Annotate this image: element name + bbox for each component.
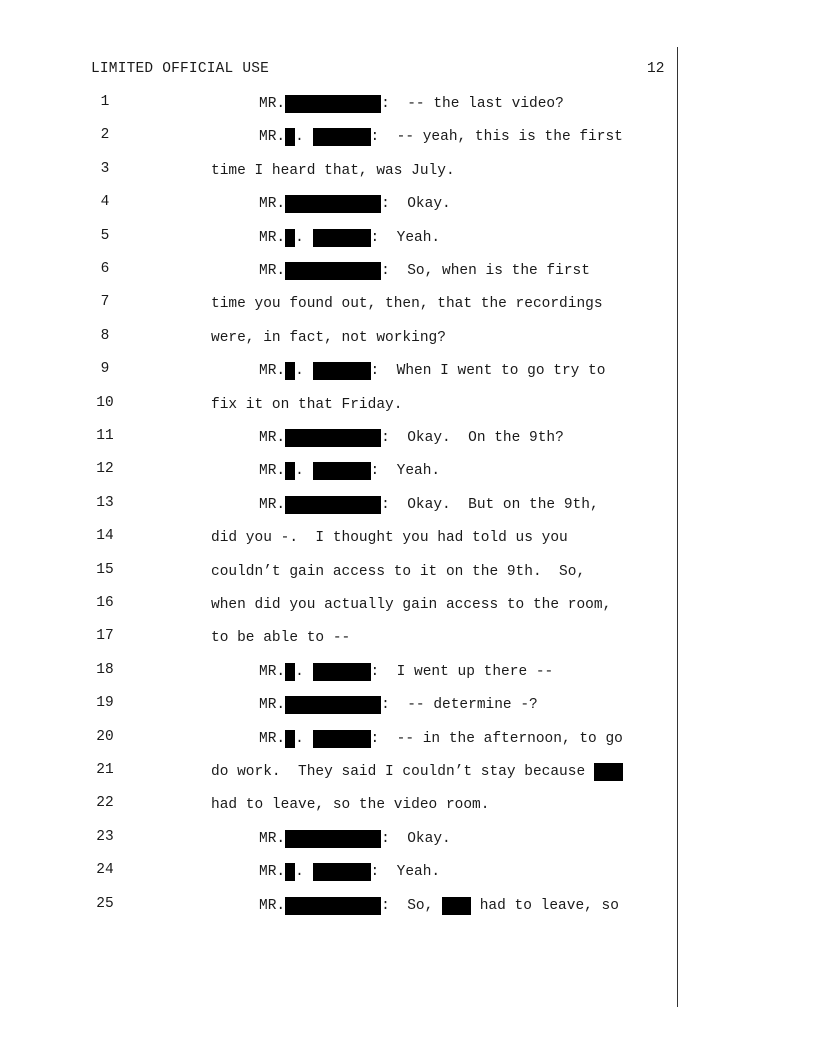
redaction-block [285,462,295,480]
line-number: 16 [96,595,114,611]
redaction-block [285,362,295,380]
transcript-line [0,328,676,348]
right-margin-rule [677,47,678,1007]
speaker-line [259,695,538,715]
speaker-prefix: MR. [259,363,286,380]
line-text: : Yeah. [370,229,441,246]
speaker-line [259,495,599,515]
line-text [211,628,350,648]
line-text-content: had to leave, so the video room. [211,797,490,814]
speaker-prefix: MR. [259,830,286,847]
line-text-content: did you -. I thought you had told us you [211,530,568,547]
transcript-line [0,161,676,181]
line-number: 22 [96,795,114,812]
line-number: 11 [96,428,114,444]
redaction-block [285,496,381,514]
line-text [211,328,446,348]
line-text-content: do work. They said I couldn’t stay because [211,764,594,780]
speaker-line [259,428,564,448]
speaker-line: MR. . : Yeah. [259,229,441,246]
speaker-line [259,896,619,916]
speaker-prefix: MR. [259,730,286,747]
line-number: 7 [100,294,110,311]
transcript-line [0,228,676,248]
line-number: 15 [96,561,114,578]
line-text: : When I went to go try to [370,363,606,380]
speaker-prefix: MR. [259,96,286,112]
line-number: 6 [100,261,110,277]
transcript-line [0,862,676,882]
redaction-block [285,429,381,447]
line-number: 3 [100,160,110,177]
transcript-line [0,695,676,715]
line-text [211,395,402,415]
speaker-line [259,194,451,214]
line-text [211,528,568,548]
line-text: : Okay. On the 9th? [381,430,564,446]
line-number: 21 [96,762,114,778]
transcript-line [0,461,676,481]
line-number: 24 [96,862,114,879]
line-number: 12 [96,461,114,478]
line-text: : -- the last video? [381,96,564,112]
line-number: 14 [96,528,114,545]
line-text-content: to be able to -- [211,630,351,647]
line-number: 19 [96,695,114,712]
transcript-line [0,662,676,682]
transcript-line [0,762,676,782]
line-text [211,294,603,314]
line-text-content: when did you actually gain access to the room, [211,597,612,613]
speaker-line: MR. . : I went up there -- [259,663,554,680]
line-text: : -- determine -? [381,697,538,714]
line-text: : Okay. But on the 9th, [381,496,599,513]
transcript-line [0,795,676,815]
line-number: 1 [100,94,110,110]
transcript-line [0,628,676,648]
speaker-line: MR. . : When I went to go try to [259,363,606,380]
transcript-line [0,729,676,749]
redaction-block [285,696,381,714]
speaker-line: MR. . : -- yeah, this is the first [259,129,623,146]
line-text [211,762,623,782]
speaker-prefix: MR. [259,263,286,279]
line-number: 18 [96,661,114,678]
line-text [211,161,455,181]
line-number: 25 [96,895,114,912]
redaction-block [285,863,295,881]
line-number: 10 [96,394,114,411]
speaker-prefix: MR. [259,496,286,513]
line-number: 4 [100,194,110,211]
line-text: : So, when is the first [381,263,590,279]
speaker-line: MR. . : Yeah. [259,463,441,480]
redaction-block [442,897,471,915]
speaker-line: MR. . : Yeah. [259,864,441,881]
redaction-block [313,128,371,146]
classification-header: LIMITED OFFICIAL USE [91,61,270,77]
redaction-block [285,128,295,146]
transcript-line [0,361,676,381]
speaker-line [259,829,451,849]
transcript-line [0,127,676,147]
line-number: 5 [100,227,110,244]
speaker-prefix: MR. [259,463,286,480]
speaker-line: MR. . : -- in the afternoon, to go [259,730,623,747]
redaction-block [285,229,295,247]
transcript-line [0,595,676,615]
line-text: : Yeah. [370,463,441,480]
line-text: : Okay. [381,830,451,847]
page-number: 12 [647,61,665,77]
line-text-content: time I heard that, was July. [211,162,455,179]
redaction-block [313,863,371,881]
redaction-block [313,462,371,480]
line-number: 23 [96,828,114,845]
transcript-line [0,395,676,415]
speaker-prefix: MR. [259,697,286,714]
speaker-prefix: MR. [259,663,286,680]
redaction-block [285,95,381,113]
transcript-line [0,294,676,314]
speaker-prefix: MR. [259,430,286,446]
speaker-line [259,94,564,114]
line-number: 20 [96,728,114,745]
transcript-line [0,428,676,448]
redaction-block [285,195,381,213]
redaction-block [285,730,295,748]
line-text: : -- yeah, this is the first [370,129,623,146]
line-text: : So, [381,897,443,914]
transcript-line [0,562,676,582]
transcript-line [0,829,676,849]
line-text: : -- in the afternoon, to go [370,730,623,747]
transcript-line [0,896,676,916]
speaker-prefix: MR. [259,864,286,881]
line-text-continued: had to leave, so [471,897,619,914]
line-number: 17 [96,628,114,645]
line-text [211,795,489,815]
transcript-line [0,528,676,548]
line-text-content: couldn’t gain access to it on the 9th. So, [211,563,586,580]
speaker-prefix: MR. [259,229,286,246]
line-text-content: fix it on that Friday. [211,396,403,413]
line-text-content: were, in fact, not working? [211,329,446,346]
redaction-block [285,262,381,280]
line-number: 8 [100,327,110,344]
line-number: 13 [96,494,114,511]
line-text [211,562,585,582]
speaker-prefix: MR. [259,129,286,146]
line-number: 9 [100,361,110,378]
redaction-block [313,663,371,681]
line-text: : Okay. [381,196,451,213]
transcript-line [0,495,676,515]
transcript-line [0,194,676,214]
transcript-line [0,94,676,114]
redaction-block [313,362,371,380]
redaction-block [313,730,371,748]
speaker-prefix: MR. [259,897,286,914]
redaction-block [285,897,381,915]
redaction-block [594,763,623,781]
line-number: 2 [100,127,110,144]
line-text-content: time you found out, then, that the recordings [211,296,603,313]
line-text [211,595,611,615]
line-text: : Yeah. [370,864,441,881]
redaction-block [285,830,381,848]
line-text: : I went up there -- [370,663,554,680]
speaker-prefix: MR. [259,196,286,213]
redaction-block [285,663,295,681]
transcript-line [0,261,676,281]
speaker-line [259,261,590,281]
redaction-block [313,229,371,247]
